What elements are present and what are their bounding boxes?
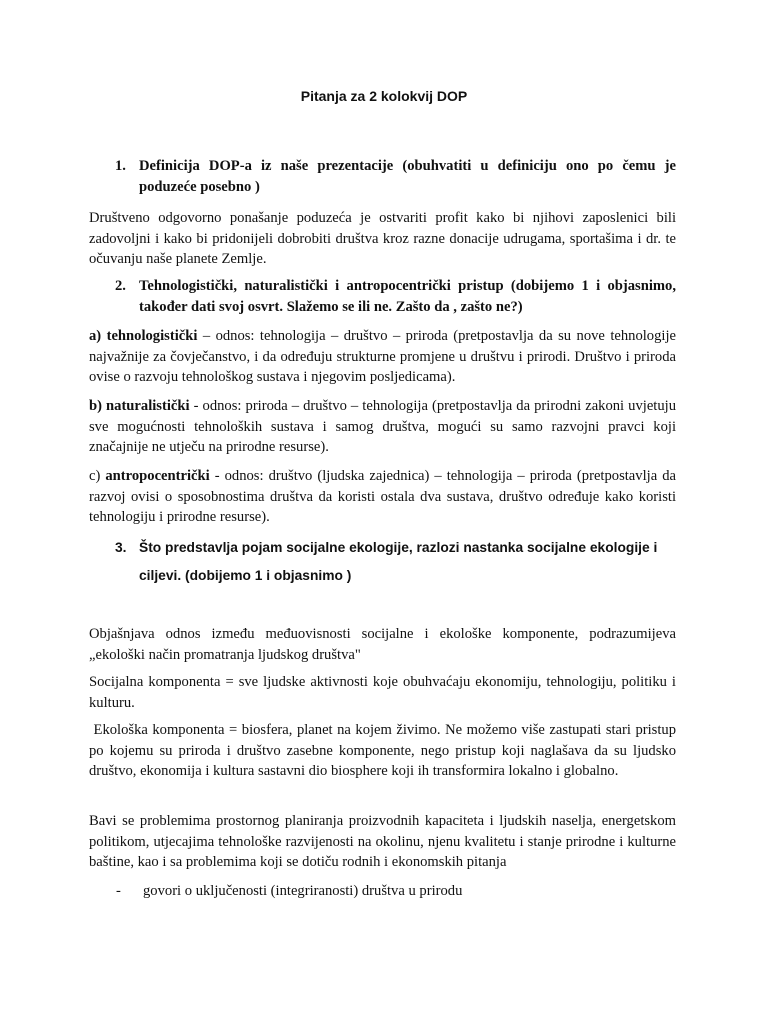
question-1-text: Definicija DOP-a iz naše prezentacije (obuhvatiti u definiciju ono po čemu je poduzeće posebno ) [139,158,676,195]
question-2-text: Tehnologistički, naturalistički i antropocentrički pristup (dobijemo 1 i objasnimo, također dati svoj osvrt. Slažemo se ili ne. Zašto da , zašto ne?) [139,278,676,315]
approach-a-label: a) tehnologistički [89,328,198,344]
answer-3-paragraph-4: Bavi se problemima prostornog planiranja proizvodnih kapaciteta i ljudskih naselja, energetskom politikom, utjecajima tehnološke razvijenosti na okolinu, njenu kvalitetu i stanje prirodne i kulturne baštine, kao i sa problemima koji se dotiču rodnih i ekonomskih pitanja [89,813,676,870]
approach-c-label: antropocentrički [105,468,210,484]
approach-a-paragraph [89,326,676,388]
answer-3-paragraph-2: Socijalna komponenta = sve ljudske aktivnosti koje obuhvaćaju ekonomiju, tehnologiju, politiku i kulturu. [89,674,676,711]
approach-b-label: b) naturalistički [89,398,190,414]
question-1-number: 1. [115,158,126,174]
answer-3-paragraph-3: Ekološka komponenta = biosfera, planet na kojem živimo. Ne možemo više zastupati stari pristup po kojemu su priroda i društvo zasebne komponente, nego pristup koji naglašava da su ljudsko društvo, ekonomija i kultura sastavni dio biosphere koji ih transformira lokalno i globalno. [89,722,680,779]
document-title: Pitanja za 2 kolokvij DOP [300,88,468,104]
question-3-line-1: Što predstavlja pojam socijalne ekologije, razlozi nastanka socijalne ekologije i [139,540,658,555]
question-1 [115,156,676,197]
question-2 [115,276,676,317]
question-3-number: 3. [115,540,127,555]
question-3-line-2: ciljevi. (dobijemo 1 i objasnimo ) [139,568,352,583]
question-3 [115,538,676,588]
approach-c-text: - odnos: društvo (ljudska zajednica) – tehnologija – priroda (pretpostavlja da razvoj ovisi o sposobnostima društva da koristi ostala dva sustava, društvo određuje kako koristi tehnologiju i prirodne resurse). [89,468,676,525]
bullet-item-text: govori o uključenosti (integriranosti) društva u prirodu [143,883,463,899]
approach-c-prefix: c) [89,468,106,484]
approach-c-paragraph [89,466,676,528]
approach-a-text: – odnos: tehnologija – društvo – priroda (pretpostavlja da su nove tehnologije najvažnije za čovječanstvo, i da određuju strukturne promjene u društvu i prirodi. Društvo i priroda ovise o razvoju tehnološkog sustava i njegovim posljedicama). [89,328,676,385]
answer-1-paragraph: Društveno odgovorno ponašanje poduzeća je ostvariti profit kako bi njihovi zaposlenici bili zadovoljni i kako bi pridonijeli dobrobiti društva kroz razne donacije udrugama, sportašima i dr. te očuvanju naše planete Zemlje. [89,210,676,267]
answer-3-paragraph-1: Objašnjava odnos između međuovisnosti socijalne i ekološke komponente, podrazumijeva „ekološki način promatranja ljudskog društva" [89,626,676,663]
question-2-number: 2. [115,278,126,294]
approach-b-text: - odnos: priroda – društvo – tehnologija (pretpostavlja da prirodni zakoni uvjetuju sve mogućnosti tehnoloških sustava i samog društva, mogući su samo razvojni pravci koji značajnije ne utječu na prirodne resurse). [89,398,677,455]
bullet-marker: - [116,883,121,899]
approach-b-paragraph [89,396,676,458]
